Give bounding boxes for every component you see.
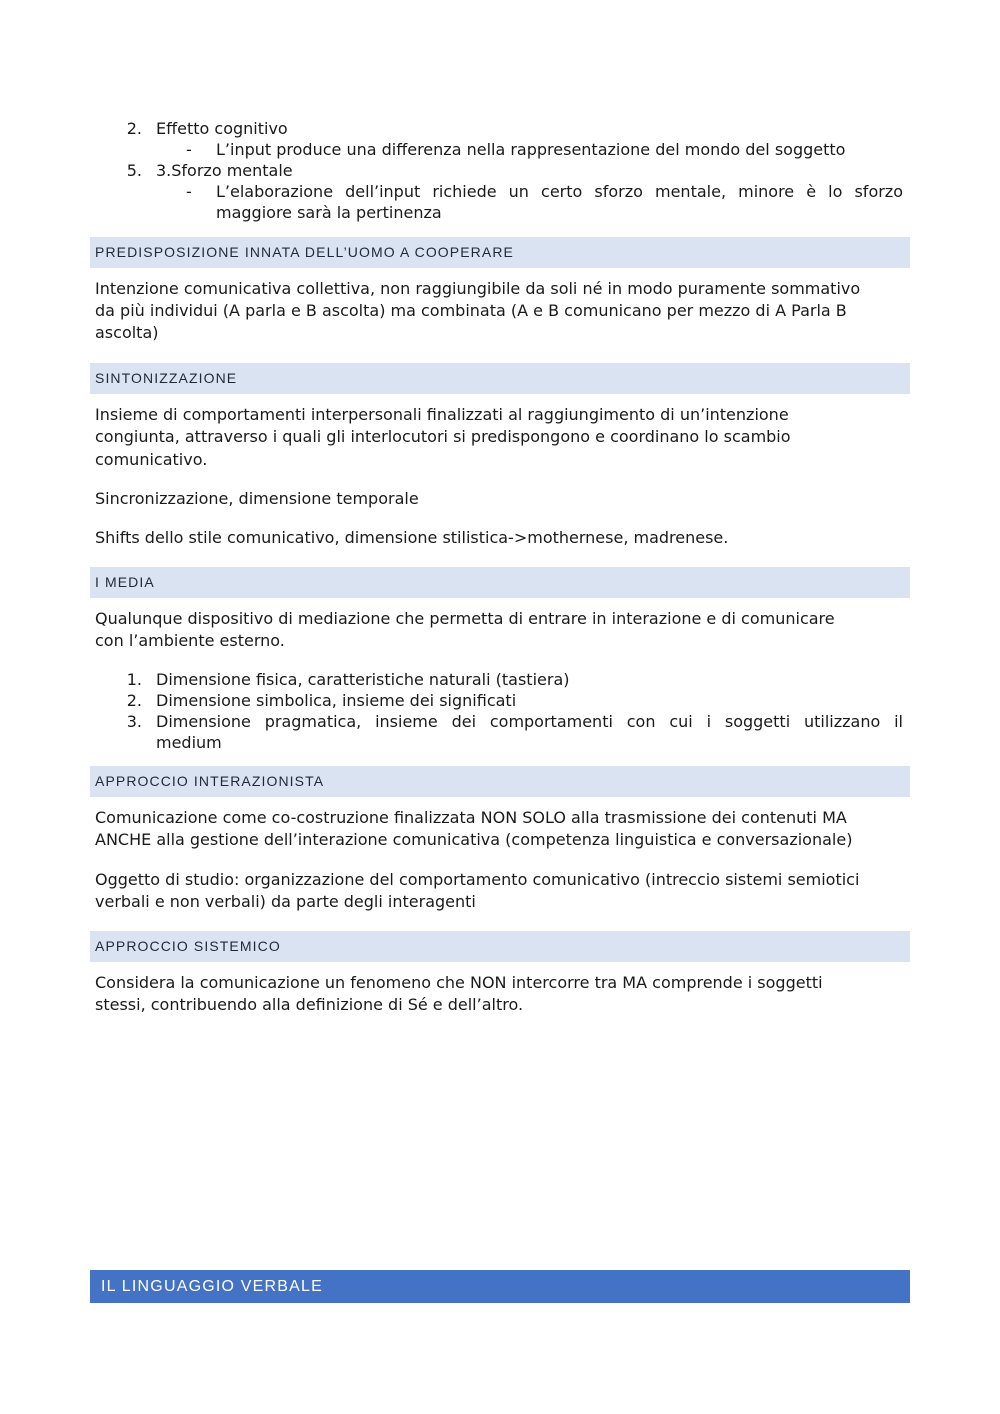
paragraph-line: ANCHE alla gestione dell’interazione comunicativa (competenza linguistica e conversazionale)	[95, 830, 853, 849]
sub-list-item-text: L’elaborazione dell’input richiede un certo sforzo mentale, minore è lo sforzo	[216, 182, 903, 201]
chapter-heading	[90, 1270, 910, 1303]
section-heading-predisposizione	[90, 237, 910, 268]
section-heading-media	[90, 567, 910, 598]
sub-list-dash: -	[186, 182, 192, 201]
paragraph-line: Comunicazione come co-costruzione finalizzata NON SOLO alla trasmissione dei contenuti MA	[95, 808, 847, 827]
list-number: 5.	[126, 161, 142, 180]
paragraph-line: Shifts dello stile comunicativo, dimensione stilistica->mothernese, madrenese.	[95, 528, 729, 547]
list-item-text: Dimensione simbolica, insieme dei significati	[156, 691, 517, 710]
paragraph-line: da più individui (A parla e B ascolta) ma combinata (A e B comunicano per mezzo di A Parla B	[95, 301, 847, 320]
list-item-text: medium	[156, 733, 222, 752]
paragraph-line: con l’ambiente esterno.	[95, 631, 285, 650]
paragraph-line: comunicativo.	[95, 450, 208, 469]
section-heading-text: APPROCCIO INTERAZIONISTA	[95, 773, 325, 789]
section-heading-interazionista	[90, 766, 910, 797]
section-heading-text: SINTONIZZAZIONE	[95, 370, 238, 386]
paragraph-line: Insieme di comportamenti interpersonali finalizzati al raggiungimento di un’intenzione	[95, 405, 789, 424]
sub-list-dash: -	[186, 140, 192, 159]
list-number: 1.	[126, 670, 142, 689]
paragraph-line: Intenzione comunicativa collettiva, non raggiungibile da soli né in modo puramente sommativo	[95, 279, 861, 298]
paragraph-line: stessi, contribuendo alla definizione di Sé e dell’altro.	[95, 995, 524, 1014]
list-item-text: 3.Sforzo mentale	[156, 161, 293, 180]
paragraph-line: Qualunque dispositivo di mediazione che permetta di entrare in interazione e di comunicare	[95, 609, 835, 628]
section-heading-sintonizzazione	[90, 363, 910, 394]
section-heading-text: APPROCCIO SISTEMICO	[95, 938, 281, 954]
sub-list-item-text: L’input produce una differenza nella rappresentazione del mondo del soggetto	[216, 140, 846, 159]
list-item-text: Effetto cognitivo	[156, 119, 288, 138]
chapter-heading-text: IL LINGUAGGIO VERBALE	[101, 1278, 324, 1295]
list-number: 2.	[126, 119, 142, 138]
paragraph-line: Considera la comunicazione un fenomeno che NON intercorre tra MA comprende i soggetti	[95, 973, 823, 992]
section-heading-sistemico	[90, 931, 910, 962]
paragraph-line: ascolta)	[95, 323, 159, 342]
list-item-text: Dimensione pragmatica, insieme dei comportamenti con cui i soggetti utilizzano il	[156, 712, 903, 731]
sub-list-item-text: maggiore sarà la pertinenza	[216, 203, 442, 222]
list-item-text: Dimensione fisica, caratteristiche naturali (tastiera)	[156, 670, 570, 689]
paragraph-line: Oggetto di studio: organizzazione del comportamento comunicativo (intreccio sistemi semiotici	[95, 870, 860, 889]
paragraph-line: verbali e non verbali) da parte degli interagenti	[95, 892, 476, 911]
list-number: 2.	[126, 691, 142, 710]
list-number: 3.	[126, 712, 142, 731]
paragraph-line: congiunta, attraverso i quali gli interlocutori si predispongono e coordinano lo scambio	[95, 427, 791, 446]
section-heading-text: PREDISPOSIZIONE INNATA DELL’UOMO A COOPERARE	[95, 244, 514, 260]
section-heading-text: I MEDIA	[95, 574, 155, 590]
paragraph-line: Sincronizzazione, dimensione temporale	[95, 489, 419, 508]
